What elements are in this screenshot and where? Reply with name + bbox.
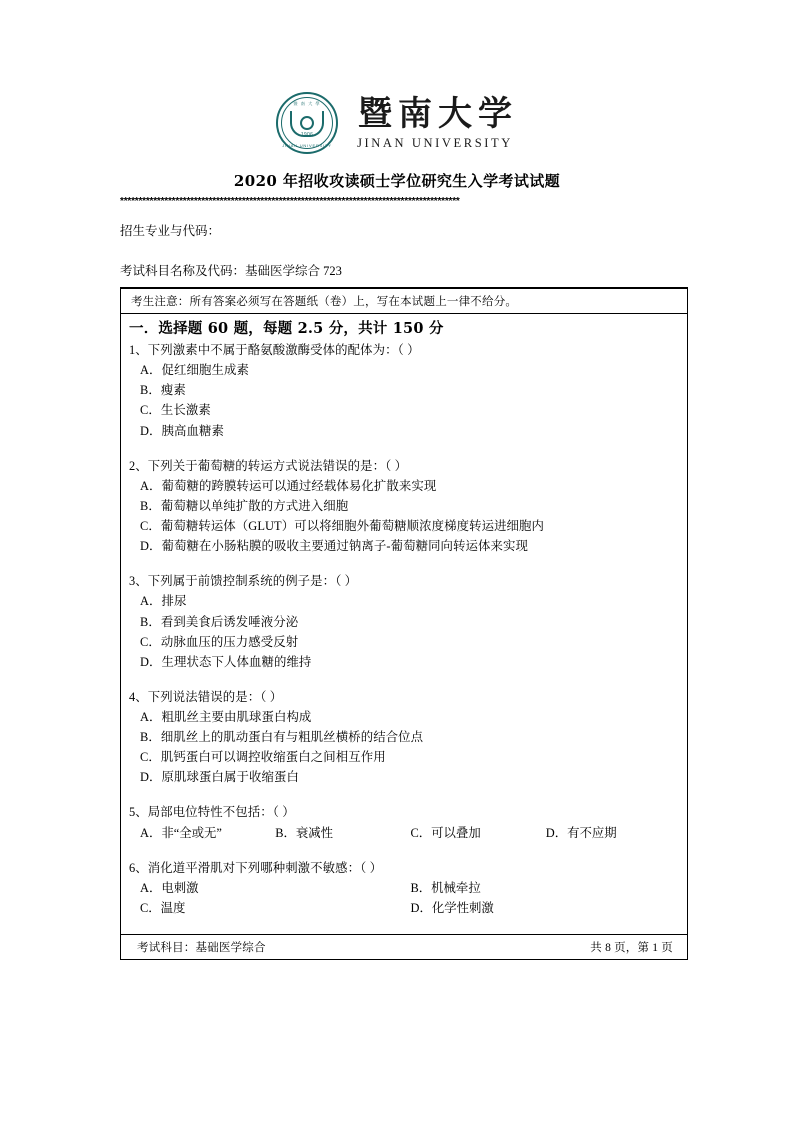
option-row xyxy=(129,823,681,843)
question-text: 局部电位特性不包括：（ ） xyxy=(147,805,295,820)
question-option[interactable]: B．细肌丝上的肌动蛋白有与粗肌丝横桥的结合位点 xyxy=(140,730,424,745)
seal-arc-bottom-text: JINAN UNIVERSITY xyxy=(282,143,332,148)
question-text: 下列说法错误的是：（ ） xyxy=(147,689,283,704)
question-option[interactable]: B．瘦素 xyxy=(140,383,186,398)
question-option[interactable]: A．粗肌丝主要由肌球蛋白构成 xyxy=(140,710,312,724)
question-block xyxy=(129,572,681,672)
question-option[interactable]: A．排尿 xyxy=(140,594,187,609)
question-stem xyxy=(129,572,681,591)
university-name-en: JINAN UNIVERSITY xyxy=(357,135,513,150)
question-option[interactable]: D．原肌球蛋白属于收缩蛋白 xyxy=(140,770,299,785)
question-text: 下列属于前馈控制系统的例子是：（ ） xyxy=(147,574,358,589)
question-option[interactable]: B．机械牵拉 xyxy=(410,880,481,895)
question-block xyxy=(129,803,681,842)
question-option[interactable]: C．动脉血压的压力感受反射 xyxy=(140,634,299,649)
university-header xyxy=(0,0,794,154)
question-option[interactable]: C．生长激素 xyxy=(140,403,211,418)
question-number: 6、 xyxy=(129,860,148,875)
page-title: 2020 年招收攻读硕士学位研究生入学考试试题 xyxy=(233,172,561,190)
question-text: 消化道平滑肌对下列哪种刺激不敏感：（ ） xyxy=(147,860,383,875)
question-number: 3、 xyxy=(129,574,148,589)
page-footer xyxy=(121,934,687,959)
question-block xyxy=(129,457,681,557)
question-option[interactable]: C．葡萄糖转运体（GLUT）可以将细胞外葡萄糖顺浓度梯度转运进细胞内 xyxy=(140,519,545,533)
exam-body-box xyxy=(120,287,688,960)
university-logo xyxy=(276,92,518,154)
question-list xyxy=(121,341,687,918)
question-number: 5、 xyxy=(129,805,148,820)
subject-code-line xyxy=(120,261,794,279)
question-stem xyxy=(129,341,681,360)
option-row xyxy=(129,878,681,898)
question-option[interactable]: C．肌钙蛋白可以调控收缩蛋白之间相互作用 xyxy=(140,750,386,765)
question-option[interactable]: A．促红细胞生成素 xyxy=(140,363,249,378)
question-option[interactable]: C．可以叠加 xyxy=(410,825,481,840)
question-option[interactable]: D．胰高血糖素 xyxy=(140,423,224,438)
exam-meta xyxy=(0,221,794,279)
question-option[interactable]: D．化学性刺激 xyxy=(410,901,494,915)
question-block xyxy=(129,859,681,918)
question-option[interactable]: D．葡萄糖在小肠粘膜的吸收主要通过钠离子-葡萄糖同向转运体来实现 xyxy=(140,539,528,554)
footer-subject-value: 基础医学综合 xyxy=(195,942,266,955)
footer-subject xyxy=(137,939,266,955)
question-number: 2、 xyxy=(129,458,148,473)
university-seal-icon xyxy=(276,92,338,154)
question-stem xyxy=(129,859,681,878)
question-stem xyxy=(129,688,681,707)
major-code-line: 招生专业与代码： xyxy=(120,224,221,238)
question-option[interactable]: A．电刺激 xyxy=(140,880,199,895)
question-number: 1、 xyxy=(129,343,148,357)
question-option[interactable]: C．温度 xyxy=(140,901,186,915)
section-heading: 一．选择题 60 题，每题 2.5 分，共计 150 分 xyxy=(129,320,444,337)
candidate-notice: 考生注意：所有答案必须写在答题纸（卷）上，写在本试题上一律不给分。 xyxy=(121,289,687,314)
question-option[interactable]: B．衰减性 xyxy=(275,825,334,840)
subject-code-label: 考试科目名称及代码： xyxy=(120,264,246,278)
university-name-cn: 暨南大学 xyxy=(358,93,518,134)
footer-page-number: 共 8 页，第 1 页 xyxy=(590,942,673,955)
seal-year-text: 1906 xyxy=(300,132,314,138)
question-option[interactable]: B．葡萄糖以单纯扩散的方式进入细胞 xyxy=(140,498,349,513)
question-option[interactable]: D．生理状态下人体血糖的维持 xyxy=(140,654,312,669)
question-option[interactable]: B．看到美食后诱发唾液分泌 xyxy=(140,614,299,629)
question-option[interactable]: D．有不应期 xyxy=(545,825,617,840)
question-text: 下列关于葡萄糖的转运方式说法错误的是：（ ） xyxy=(147,458,408,473)
star-divider: ******************************************************************************************** xyxy=(120,197,460,207)
footer-subject-label: 考试科目： xyxy=(137,942,196,955)
question-stem xyxy=(129,457,681,476)
university-wordmark xyxy=(352,93,518,150)
option-row xyxy=(129,898,681,918)
subject-code-value: 基础医学综合 723 xyxy=(245,264,342,278)
question-number: 4、 xyxy=(129,689,148,704)
seal-arc-top-text: 暨 南 大 學 xyxy=(293,101,321,106)
question-text: 下列激素中不属于酪氨酸激酶受体的配体为：（ ） xyxy=(147,343,420,357)
question-option[interactable]: A．非“全或无” xyxy=(140,825,222,840)
question-stem xyxy=(129,803,681,822)
question-block xyxy=(129,688,681,788)
question-option[interactable]: A．葡萄糖的跨膜转运可以通过经载体易化扩散来实现 xyxy=(140,478,437,493)
question-block xyxy=(129,341,681,441)
